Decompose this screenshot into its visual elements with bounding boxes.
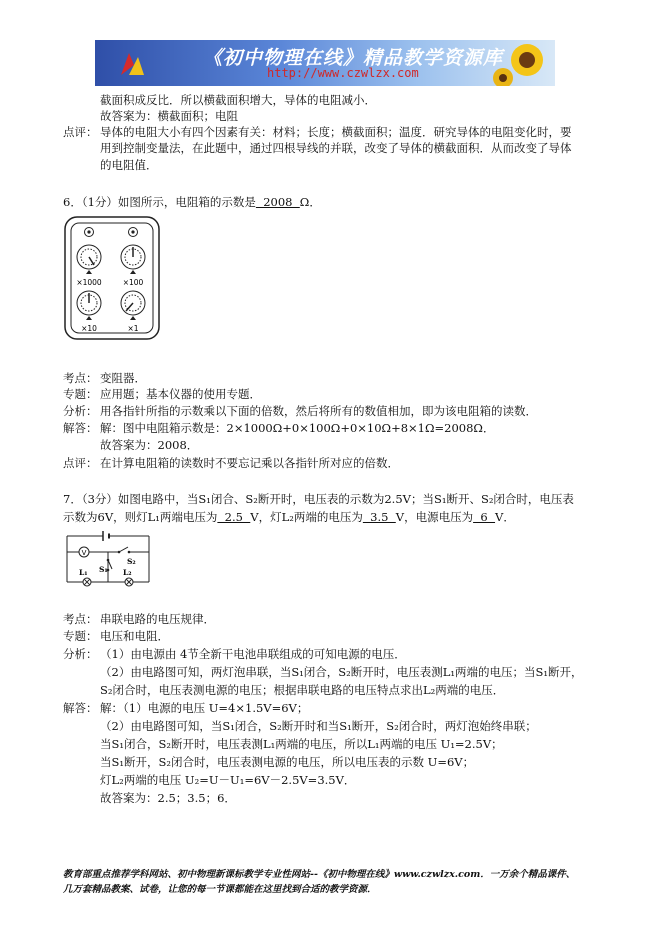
q6-stem-unit: Ω． [299, 195, 321, 209]
q7-fenxi-2: （2）由电路图可知，两灯泡串联，当S₁闭合，S₂断开时，电压表测L₁两端的电压；当S₁断开， [100, 665, 583, 679]
q7-jieda-4: 当S₁断开，S₂闭合时，电压表测电源的电压，所以电压表的示数 U=6V； [100, 755, 475, 769]
label-l1: L₁ [79, 568, 88, 577]
lamp-l2-icon [125, 578, 133, 586]
q7-jieda-label: 解答： [63, 701, 98, 715]
site-logo [117, 47, 147, 79]
prev-analysis-line: 截面积成反比．所以横截面积增大，导体的电阻减小． [100, 93, 376, 107]
q7-stem-line-1: 7．（3分）如图电路中，当S₁闭合、S₂断开时，电压表的示数为2.5V；当S₁断开、S₂闭合时，电压表 [63, 492, 574, 506]
q7-stem-line-2 [63, 509, 515, 525]
q7-fenxi-3: S₂闭合时，电压表测电源的电压；根据串联电路的电压特点求出L₂两端的电压． [100, 683, 505, 697]
q7-stem-part-c: V，电源电压为 [395, 510, 474, 524]
q7-jieda-5: 灯L₂两端的电压 U₂=U－U₁=6V－2.5V=3.5V． [100, 773, 356, 787]
dial-label-x10: ×10 [81, 324, 97, 333]
q6-dianping-label: 点评： [63, 456, 98, 470]
comment-line-3: 的电阻值． [100, 158, 158, 172]
comment-line-2: 用到控制变量法，在此题中，通过四根导线的并联，改变了导体的横截面积．从而改变了导体 [100, 141, 572, 155]
comment-line-1: 导体的电阻大小有四个因素有关：材料；长度；横截面积；温度．研究导体的电阻变化时，要 [100, 125, 572, 139]
dial-label-x1000: ×1000 [76, 278, 102, 287]
resistance-box-figure [63, 215, 161, 341]
q7-blank-l2: 3.5 [362, 510, 396, 524]
q6-jieda: 解：图中电阻箱示数是：2×1000Ω+0×100Ω+0×10Ω+8×1Ω=2008Ω． [100, 421, 495, 435]
voltmeter-icon [79, 547, 89, 557]
q6-fenxi-label: 分析： [63, 404, 98, 418]
banner-title: 《初中物理在线》精品教学资源库 [203, 47, 504, 69]
q7-zhuanti-label: 专题： [63, 629, 98, 643]
q7-fenxi-label: 分析： [63, 647, 98, 661]
q6-answer-blank: 2008 [255, 195, 300, 209]
label-s1: S₁ [99, 565, 108, 574]
dial-label-x1: ×1 [127, 324, 139, 333]
q7-kaodian: 串联电路的电压规律． [100, 612, 215, 626]
q7-blank-source: 6 [473, 510, 496, 524]
switch-s2-icon [118, 547, 131, 553]
circuit-diagram [63, 528, 153, 590]
q7-fenxi-1: （1）由电源由 4节全新干电池串联组成的可知电源的电压． [100, 647, 406, 661]
lamp-l1-icon [83, 578, 91, 586]
q6-jieda-label: 解答： [63, 421, 98, 435]
q7-blank-l1: 2.5 [217, 510, 251, 524]
q7-jieda-2: （2）由电路图可知，当S₁闭合，S₂断开时和当S₁断开，S₂闭合时，两灯泡始终串联； [100, 719, 537, 733]
footer-line-1: 教育部重点推荐学科网站、初中物理新课标教学专业性网站--《初中物理在线》www.czwlzx.com．一万余个精品课件、 [63, 869, 576, 880]
q7-stem-part-d: V． [495, 510, 515, 524]
q7-kaodian-label: 考点： [63, 612, 98, 626]
q7-stem-part-b: V，灯L₂两端的电压为 [250, 510, 363, 524]
header-banner [95, 40, 555, 86]
comment-label: 点评： [63, 125, 98, 139]
prev-answer: 故答案为：横截面积；电阻 [100, 109, 238, 123]
q6-fenxi: 用各指针所指的示数乘以下面的倍数，然后将所有的数值相加，即为该电阻箱的读数． [100, 404, 537, 418]
label-s2: S₂ [127, 557, 136, 566]
footer-line-2: 几万套精品教案、试卷，让您的每一节课都能在这里找到合适的教学资源． [63, 884, 377, 895]
q6-stem-text: 6．（1分）如图所示，电阻箱的示数是 [63, 195, 256, 209]
q6-zhuanti-label: 专题： [63, 387, 98, 401]
q7-jieda-1: 解：（1）电源的电压 U=4×1.5V=6V； [100, 701, 309, 715]
voltmeter-label: V [81, 549, 87, 557]
banner-url[interactable]: http://www.czwlzx.com [267, 66, 419, 80]
q7-stem-part-a: 示数为6V，则灯L₁两端电压为 [63, 510, 218, 524]
q6-kaodian-label: 考点： [63, 371, 98, 385]
sunflower-image [489, 40, 549, 86]
q7-jieda-3: 当S₁闭合，S₂断开时，电压表测L₁两端的电压，所以L₁两端的电压 U₁=2.5V； [100, 737, 503, 751]
q7-answer: 故答案为：2.5；3.5；6． [100, 791, 236, 805]
dial-label-x100: ×100 [122, 278, 144, 287]
q6-stem [63, 194, 321, 210]
q7-zhuanti: 电压和电阻． [100, 629, 169, 643]
label-l2: L₂ [123, 568, 132, 577]
q6-zhuanti: 应用题；基本仪器的使用专题． [100, 387, 261, 401]
q6-dianping: 在计算电阻箱的读数时不要忘记乘以各指针所对应的倍数． [100, 456, 399, 470]
q6-kaodian: 变阻器． [100, 371, 146, 385]
q6-answer: 故答案为：2008． [100, 438, 199, 452]
